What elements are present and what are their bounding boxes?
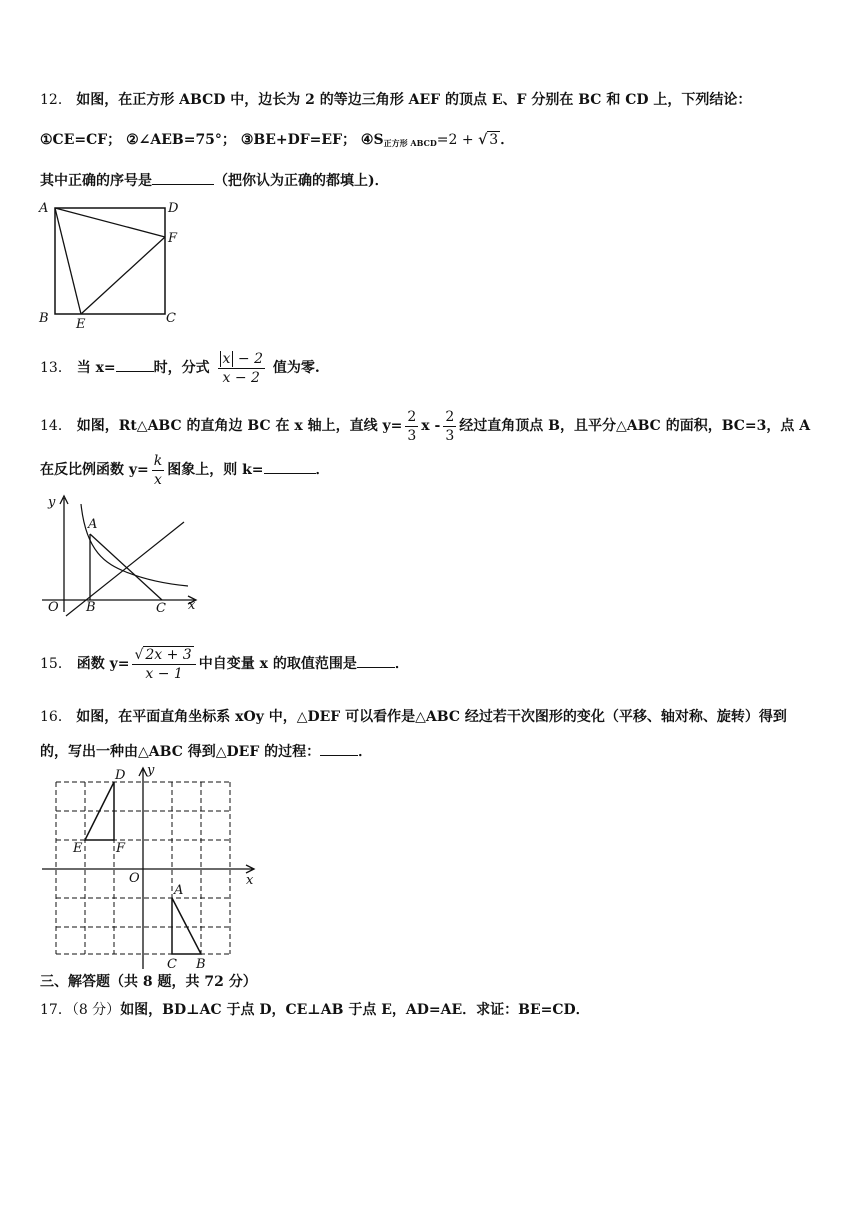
q12-conclusion-2: ②∠AEB=75°； xyxy=(126,132,236,148)
label-y: y xyxy=(48,495,56,510)
label-O: O xyxy=(129,871,140,886)
label-B: B xyxy=(196,957,206,972)
label-E: E xyxy=(73,841,83,856)
q12-conclusion-3: ③BE+DF=EF； xyxy=(240,132,357,148)
label-y: y xyxy=(147,764,155,778)
label-F: F xyxy=(168,231,178,246)
question-number: 17． xyxy=(40,1002,72,1018)
q17-line xyxy=(40,1000,590,1020)
q12-ask: 其中正确的序号是 （把你认为正确的都填上)． xyxy=(40,170,389,191)
q16-line-2: 的，写出一种由△ABC 得到△DEF 的过程： ． xyxy=(40,741,372,762)
answer-blank[interactable] xyxy=(264,459,316,474)
q14-line-2: 在反比例函数 y= $\frac{k}{x}$ 图象上，则 k= ． xyxy=(40,452,330,488)
q15-fraction: $\frac{√ 2x + 3}{x - 1}$ xyxy=(132,646,195,683)
q16-figure xyxy=(36,764,266,972)
label-D: D xyxy=(115,768,126,783)
label-E: E xyxy=(76,317,86,331)
q15-line: 15． 函数 y= $\frac{√ 2x + 3}{x - 1}$ 中自变量 x 的取值范围是 ． xyxy=(40,646,409,682)
label-B: B xyxy=(86,600,96,615)
label-F: F xyxy=(116,841,126,856)
q12-conclusions xyxy=(40,130,514,153)
label-A: A xyxy=(88,517,98,532)
answer-blank[interactable] xyxy=(152,170,214,185)
label-C: C xyxy=(167,957,177,972)
q12-intro-line xyxy=(40,90,751,110)
q12-figure xyxy=(36,196,196,331)
label-x: x xyxy=(188,598,196,613)
question-number: 16． xyxy=(40,709,72,725)
label-C: C xyxy=(166,311,176,326)
q13-fraction: $\frac{x - 2}{x - 2}$ xyxy=(218,350,265,387)
q17-points: （8 分） xyxy=(71,1002,121,1018)
q12-intro: 如图，在正方形 ABCD 中，边长为 2 的等边三角形 AEF 的顶点 E、F 分别在 BC 和 CD 上，下列结论： xyxy=(76,92,752,108)
label-O: O xyxy=(48,600,59,615)
q17-text: 如图，BD⊥AC 于点 D，CE⊥AB 于点 E，AD=AE．求证：BE=CD． xyxy=(120,1002,590,1018)
q16-line-1: 16． 如图，在平面直角坐标系 xOy 中，△DEF 可以看作是△ABC 经过若干次图形的变化（平移、轴对称、旋转）得到 xyxy=(40,709,787,725)
label-x: x xyxy=(246,873,254,888)
label-B: B xyxy=(39,311,49,326)
question-number: 12． xyxy=(40,92,72,108)
question-number: 13． xyxy=(40,360,72,376)
question-number: 14． xyxy=(40,418,72,434)
q14-line-1: 14． 如图，Rt△ABC 的直角边 BC 在 x 轴上，直线 y= $\frac{2}{3}$ x - $\frac{2}{3}$ 经过直角顶点 B，且平分△ABC 的面积，BC=3，点 A xyxy=(40,408,811,444)
label-A: A xyxy=(39,201,49,216)
label-C: C xyxy=(156,601,166,616)
label-A: A xyxy=(174,883,184,898)
label-D: D xyxy=(168,201,179,216)
answer-blank[interactable] xyxy=(357,653,395,668)
section-heading: 三、解答题（共 8 题，共 72 分） xyxy=(40,974,257,990)
q14-figure xyxy=(36,492,206,620)
q12-conclusion-1: ①CE=CF； xyxy=(40,132,122,148)
answer-blank[interactable] xyxy=(116,357,154,372)
q12-conclusion-4: $④S_{正方形 ABCD}=2$ + √ 3 ． xyxy=(360,132,515,148)
question-number: 15． xyxy=(40,656,72,672)
q13-line: 13． 当 x= 时，分式 $\frac{x - 2}{x - 2}$ 值为零. xyxy=(40,350,320,386)
answer-blank[interactable] xyxy=(320,741,358,756)
